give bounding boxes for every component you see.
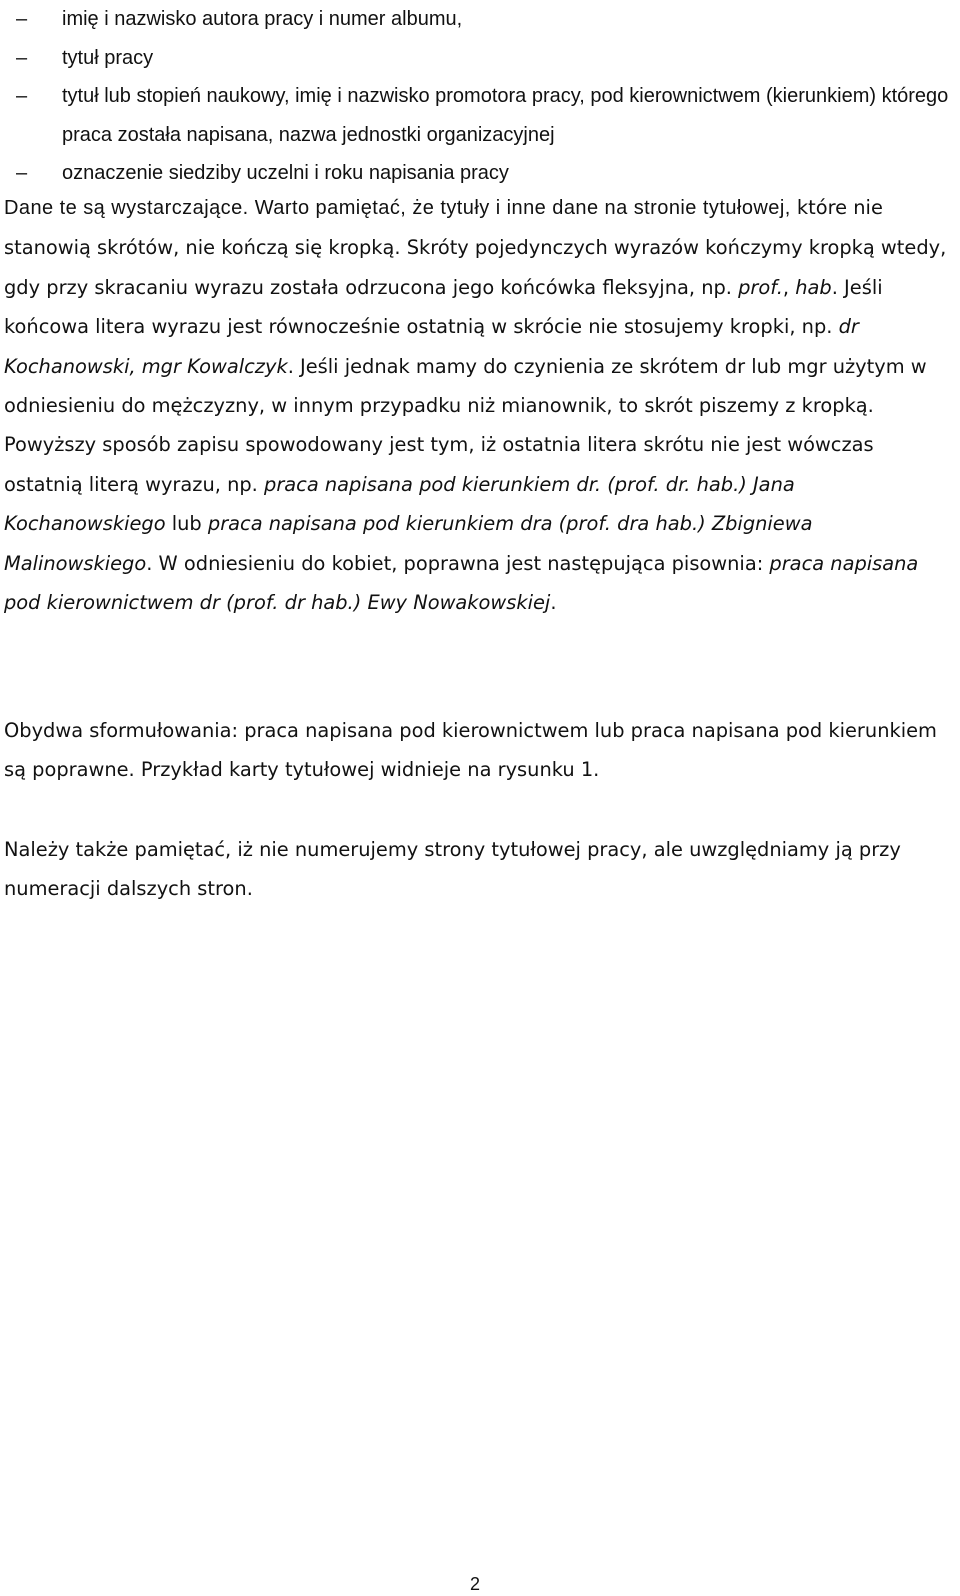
dash-bullet: –	[16, 46, 28, 69]
dash-bullet: –	[16, 85, 28, 107]
paragraph-text: . W odniesieniu do kobiet, poprawna jest następująca pisownia:	[146, 551, 770, 575]
dash-bullet: –	[16, 162, 28, 184]
list-item-text: oznaczenie siedziby uczelni i roku napisania pracy	[62, 162, 509, 184]
paragraph-text: Warto pamiętać, że tytuły i inne dane na stronie tytułowej,	[248, 197, 791, 219]
requirements-list	[0, 0, 960, 193]
dash-bullet: –	[16, 8, 28, 30]
paragraph-text: które nie stanowią skrótów, nie kończą się kropką. Skróty pojedynczych wyrazów kończymy kropką wtedy, gdy przy skracaniu wyrazu została odrzucona jego końcówka fleksyjna, np.	[4, 196, 947, 299]
example-italic: prof.	[738, 275, 783, 299]
list-item-text: imię i nazwisko autora pracy i numer albumu,	[62, 8, 463, 30]
list-item-text: tytuł lub stopień naukowy, imię i nazwisko promotora pracy, pod kierownictwem (kierunkiem) którego praca została napisana, nazwa jednostki organizacyjnej	[62, 85, 949, 146]
paragraph-text: lub	[165, 512, 208, 536]
list-item	[0, 77, 960, 154]
example-italic: praca napisana pod kierunkiem dra (prof. dra hab.) Zbigniewa Malinowskiego	[4, 512, 813, 575]
numbering-paragraph: Należy także pamiętać, iż nie numerujemy strony tytułowej pracy, ale uwzględniamy ją przy numeracji dalszych stron.	[4, 838, 901, 901]
paragraph-text: .	[550, 591, 557, 615]
paragraph-text: ,	[782, 275, 796, 299]
example-italic: praca napisana pod kierunkiem dr. (prof. dr. hab.) Jana Kochanowskiego	[4, 472, 795, 536]
example-italic: hab	[795, 275, 832, 299]
page-number: 2	[470, 1574, 481, 1594]
example-italic: praca napisana pod kierownictwem dr (prof. dr hab.) Ewy Nowakowskiej	[4, 551, 919, 615]
list-item	[0, 154, 960, 193]
paragraph-text: . Jeśli jednak mamy do czynienia ze skrótem dr lub mgr użytym w odniesieniu do mężczyzny, w innym przypadku niż mianownik, to skrót piszemy z kropką. Powyższy sposób zapisu spowodowany jest tym, iż ostatnia litera skrótu nie jest wówczas ostatnią literą wyrazu, np.	[4, 354, 927, 496]
list-item	[0, 39, 960, 78]
paragraph-lead: Dane te są wystarczające.	[4, 197, 249, 219]
example-italic: dr Kochanowski, mgr Kowalczyk	[4, 315, 859, 378]
paragraph-text: . Jeśli końcowa litera wyrazu jest równocześnie ostatnią w skrócie nie stosujemy kropki, np.	[4, 275, 883, 339]
formulations-paragraph: Obydwa sformułowania: praca napisana pod kierownictwem lub praca napisana pod kierunkiem są poprawne. Przykład karty tytułowej widnieje na rysunku 1.	[4, 719, 937, 782]
list-item	[0, 0, 960, 39]
list-item-text: tytuł pracy	[62, 46, 154, 69]
abbreviations-paragraph	[4, 188, 954, 622]
